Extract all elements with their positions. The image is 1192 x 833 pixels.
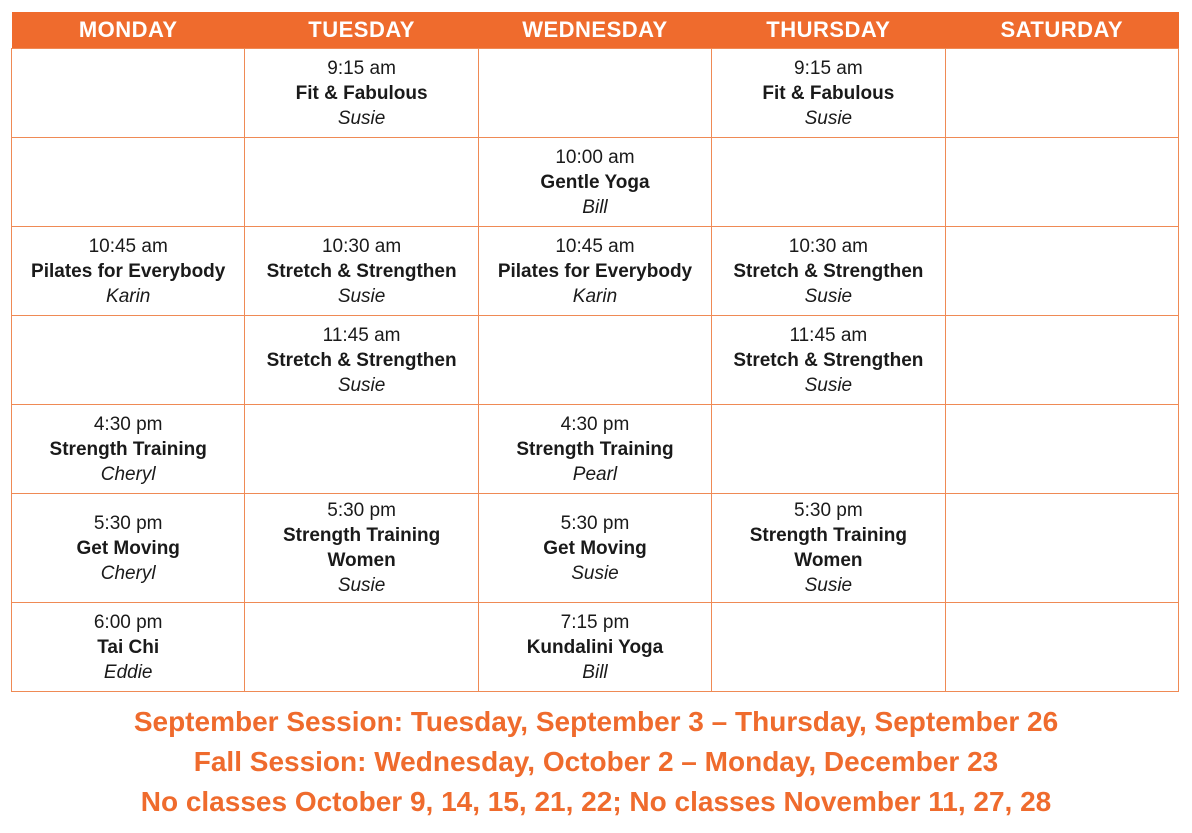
no-classes-notice: No classes October 9, 14, 15, 21, 22; No classes November 11, 27, 28 xyxy=(140,786,1052,817)
schedule-cell xyxy=(245,316,478,405)
fall-session-line xyxy=(0,742,1192,782)
schedule-row xyxy=(12,49,1179,138)
class-name xyxy=(245,259,477,284)
class-name xyxy=(12,437,244,462)
schedule-cell xyxy=(478,49,711,138)
september-session-dates: Tuesday, September 3 – Thursday, September 26 xyxy=(410,706,1059,737)
class-name-line: Women xyxy=(327,550,396,571)
day-header-wednesday: WEDNESDAY xyxy=(478,12,711,49)
schedule-cell xyxy=(12,49,245,138)
class-time: 6:00 pm xyxy=(93,611,163,633)
schedule-cell xyxy=(945,138,1178,227)
class-instructor: Susie xyxy=(337,107,386,129)
class-name-line: Stretch & Strengthen xyxy=(266,349,457,371)
class-name xyxy=(712,259,944,284)
class-name xyxy=(245,523,477,573)
schedule-cell xyxy=(245,49,478,138)
schedule-cell xyxy=(945,405,1178,494)
class-instructor: Susie xyxy=(337,285,386,307)
day-header-thursday: THURSDAY xyxy=(712,12,945,49)
class-instructor: Susie xyxy=(804,285,853,307)
schedule-cell xyxy=(712,494,945,603)
day-header-saturday: SATURDAY xyxy=(945,12,1178,49)
class-schedule-table xyxy=(11,12,1179,692)
schedule-cell xyxy=(12,603,245,692)
schedule-cell xyxy=(12,405,245,494)
class-time: 10:45 am xyxy=(555,235,635,257)
schedule-cell xyxy=(245,603,478,692)
session-info xyxy=(0,702,1192,822)
class-name xyxy=(245,348,477,373)
schedule-row xyxy=(12,603,1179,692)
class-time: 10:30 am xyxy=(788,235,868,257)
day-header-monday: MONDAY xyxy=(12,12,245,49)
schedule-cell xyxy=(12,316,245,405)
day-header-tuesday: TUESDAY xyxy=(245,12,478,49)
class-name xyxy=(712,523,944,573)
september-session-line xyxy=(0,702,1192,742)
schedule-cell xyxy=(945,494,1178,603)
schedule-cell xyxy=(245,494,478,603)
class-time: 9:15 am xyxy=(794,57,863,79)
schedule-cell xyxy=(712,138,945,227)
class-instructor: Susie xyxy=(337,575,386,596)
class-instructor: Eddie xyxy=(103,661,153,683)
class-name-line: Fit & Fabulous xyxy=(295,82,428,104)
schedule-cell xyxy=(478,138,711,227)
class-name xyxy=(479,635,711,660)
class-time: 10:45 am xyxy=(88,235,168,257)
class-name-line: Strength Training xyxy=(516,438,674,460)
schedule-cell xyxy=(478,316,711,405)
class-name-line: Pilates for Everybody xyxy=(497,260,693,282)
class-instructor: Cheryl xyxy=(100,562,156,584)
class-instructor: Susie xyxy=(337,374,386,396)
class-name xyxy=(12,259,244,284)
class-time: 10:30 am xyxy=(321,235,402,257)
class-time: 11:45 am xyxy=(322,324,401,346)
fall-session-label: Fall Session: xyxy=(193,746,367,777)
schedule-cell xyxy=(945,603,1178,692)
schedule-cell xyxy=(478,603,711,692)
schedule-row xyxy=(12,138,1179,227)
schedule-cell xyxy=(945,49,1178,138)
class-time: 10:00 am xyxy=(555,146,635,168)
class-name xyxy=(245,81,477,106)
schedule-cell xyxy=(712,405,945,494)
class-name-line: Women xyxy=(794,550,863,571)
schedule-row xyxy=(12,227,1179,316)
schedule-cell xyxy=(12,227,245,316)
schedule-cell xyxy=(712,603,945,692)
class-time: 9:15 am xyxy=(327,57,396,79)
schedule-cell xyxy=(478,227,711,316)
class-time: 5:30 pm xyxy=(560,512,630,534)
schedule-body xyxy=(12,49,1179,692)
class-instructor: Susie xyxy=(571,562,619,584)
class-time: 5:30 pm xyxy=(93,512,163,534)
schedule-cell xyxy=(12,494,245,603)
class-instructor: Susie xyxy=(804,107,853,129)
class-time: 4:30 pm xyxy=(560,413,630,435)
class-name-line: Pilates for Everybody xyxy=(31,260,226,282)
class-time: 4:30 pm xyxy=(93,413,163,435)
class-name xyxy=(479,259,711,284)
schedule-row xyxy=(12,494,1179,603)
class-name-line: Get Moving xyxy=(76,537,180,559)
class-instructor: Pearl xyxy=(572,463,618,485)
class-name-line: Strength Training xyxy=(49,438,207,460)
class-name-line: Get Moving xyxy=(543,537,647,559)
class-time: 11:45 am xyxy=(789,324,868,346)
class-instructor: Susie xyxy=(804,374,853,396)
class-name-line: Stretch & Strengthen xyxy=(733,260,924,282)
schedule-cell xyxy=(712,227,945,316)
schedule-cell xyxy=(245,405,478,494)
schedule-cell xyxy=(478,405,711,494)
class-name-line: Gentle Yoga xyxy=(540,171,650,193)
class-instructor: Karin xyxy=(106,285,151,307)
class-instructor: Susie xyxy=(804,575,853,596)
class-name-line: Strength Training xyxy=(282,525,441,546)
schedule-cell xyxy=(712,49,945,138)
class-name-line: Stretch & Strengthen xyxy=(266,260,457,282)
september-session-label: September Session: xyxy=(133,706,404,737)
schedule-cell xyxy=(945,227,1178,316)
class-name-line: Tai Chi xyxy=(97,636,160,658)
schedule-cell xyxy=(945,316,1178,405)
class-name xyxy=(12,635,244,660)
schedule-cell xyxy=(712,316,945,405)
class-name xyxy=(712,81,944,106)
class-name xyxy=(479,437,711,462)
class-name xyxy=(479,536,711,561)
class-time: 5:30 pm xyxy=(327,500,396,521)
class-time: 5:30 pm xyxy=(794,500,863,521)
class-name-line: Strength Training xyxy=(749,525,907,546)
class-name-line: Fit & Fabulous xyxy=(762,82,895,104)
schedule-row xyxy=(12,316,1179,405)
class-name xyxy=(479,170,711,195)
class-name xyxy=(712,348,944,373)
schedule-cell xyxy=(478,494,711,603)
schedule-cell xyxy=(245,138,478,227)
schedule-cell xyxy=(245,227,478,316)
class-instructor: Bill xyxy=(582,196,608,218)
class-instructor: Bill xyxy=(582,661,608,683)
class-time: 7:15 pm xyxy=(560,611,630,633)
day-header-row xyxy=(12,12,1179,49)
schedule-cell xyxy=(12,138,245,227)
class-name xyxy=(12,536,244,561)
class-instructor: Cheryl xyxy=(100,463,156,485)
class-name-line: Stretch & Strengthen xyxy=(733,349,924,371)
class-name-line: Kundalini Yoga xyxy=(526,636,664,658)
class-instructor: Karin xyxy=(572,285,618,307)
fall-session-dates: Wednesday, October 2 – Monday, December 23 xyxy=(374,746,999,777)
schedule-row xyxy=(12,405,1179,494)
